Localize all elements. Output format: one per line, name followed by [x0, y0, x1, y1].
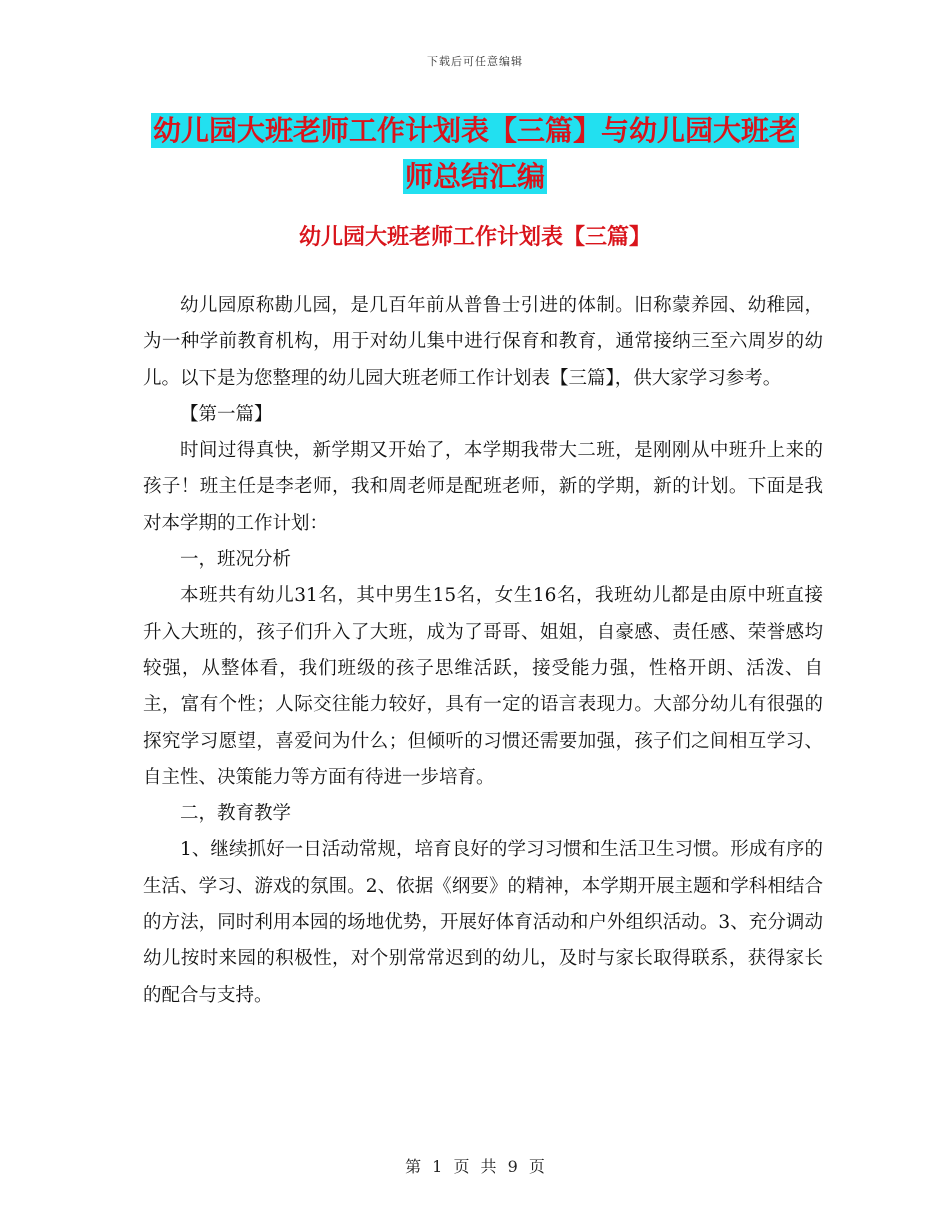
body-paragraph: 时间过得真快，新学期又开始了，本学期我带大二班，是刚刚从中班升上来的孩子！班主任是李老师，我和周老师是配班老师，新的学期，新的计划。下面是我对本学期的工作计划： — [143, 440, 823, 534]
document-body — [143, 288, 823, 1014]
intro-paragraph: 幼儿园原称勘儿园，是几百年前从普鲁士引进的体制。旧称蒙养园、幼稚园，为一种学前教育机构，用于对幼儿集中进行保育和教育，通常接纳三至六周岁的幼儿。以下是为您整理的幼儿园大班老师工作计划表【三篇】，供大家学习参考。 — [143, 295, 823, 389]
document-title — [0, 108, 950, 200]
section-heading-class-analysis: 一，班况分析 — [180, 549, 292, 571]
page-number-footer: 第 1 页 共 9 页 — [405, 1157, 545, 1176]
document-title-line-2: 师总结汇编 — [404, 160, 545, 193]
document-title-line-1: 幼儿园大班老师工作计划表【三篇】与幼儿园大班老 — [152, 114, 797, 147]
body-paragraph: 1、继续抓好一日活动常规，培育良好的学习习惯和生活卫生习惯。形成有序的生活、学习、游戏的氛围。2、依据《纲要》的精神，本学期开展主题和学科相结合的方法，同时利用本园的场地优势，开展好体育活动和户外组织活动。3、充分调动幼儿按时来园的积极性，对个别常常迟到的幼儿，及时与家长取得联系，获得家长的配合与支持。 — [143, 839, 823, 1006]
page-header-note: 下载后可任意编辑 — [427, 55, 523, 68]
part-heading: 【第一篇】 — [180, 403, 273, 425]
section-heading-teaching: 二，教育教学 — [180, 803, 292, 825]
body-paragraph: 本班共有幼儿31名，其中男生15名，女生16名，我班幼儿都是由原中班直接升入大班的，孩子们升入了大班，成为了哥哥、姐姐，自豪感、责任感、荣誉感均较强，从整体看，我们班级的孩子思维活跃，接受能力强，性格开朗、活泼、自主，富有个性；人际交往能力较好，具有一定的语言表现力。大部分幼儿有很强的探究学习愿望，喜爱问为什么；但倾听的习惯还需要加强，孩子们之间相互学习、自主性、决策能力等方面有待进一步培育。 — [143, 585, 823, 788]
section-title: 幼儿园大班老师工作计划表【三篇】 — [298, 225, 651, 250]
